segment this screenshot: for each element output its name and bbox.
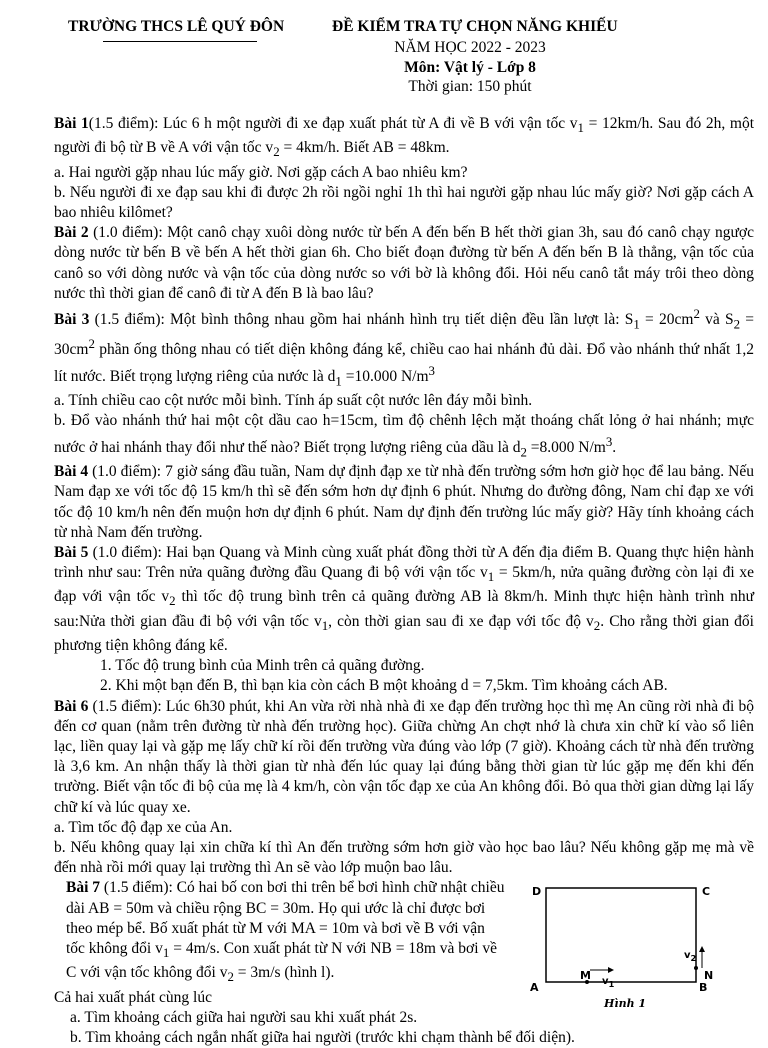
- bai7-text: = 3m/s (hình l).: [233, 964, 335, 982]
- superscript: 2: [88, 336, 95, 352]
- bai7-start-note: Cả hai xuất phát cùng lúc: [54, 988, 212, 1006]
- v1-sub: 1: [608, 979, 615, 990]
- subscript: 1: [487, 569, 495, 585]
- bai7-score: (1.5 điểm: [100, 879, 164, 897]
- bai1-text: Lúc 6 h một người đi xe đạp xuất phát từ A đi về B với vận tốc v: [158, 115, 578, 132]
- pool-figure: [524, 882, 714, 1010]
- bai7-title: Bài 7: [66, 879, 101, 897]
- bai7-text: ): Có hai bố con bơi thi trên bể bơi hình chữ nhật chiều dài AB = 50m và chiều rộng BC = 30m. Họ qui ước là chỉ được bơi theo mép bể. Bố xuất phát từ M với MA = 10m và bơi về B với vận tốc không đổi v: [66, 879, 505, 958]
- bai5: [54, 543, 754, 656]
- bai3-text: .: [612, 438, 617, 456]
- bai5-question-1: 1. Tốc độ trung bình của Minh trên cả quãng đường.: [100, 657, 425, 675]
- subscript: 2: [169, 593, 176, 609]
- bai3-score: (1.5 điểm: [89, 311, 156, 329]
- bai5-text: ): Hai bạn Quang và Minh cùng xuất phát đồng thời từ A đến địa điểm B. Quang thực hiện hành trình như sau: Trên nửa quãng đường đầu Quang đi bộ với vận tốc v: [54, 543, 754, 582]
- subscript: 1: [633, 316, 640, 332]
- bai5-text: , còn thời gian sau đi xe đạp với tốc độ v: [328, 612, 594, 630]
- superscript: 3: [605, 433, 613, 449]
- exam-title: ĐỀ KIỂM TRA TỰ CHỌN NĂNG KHIẾU: [332, 18, 618, 35]
- label-v1: [602, 972, 614, 994]
- label-n: N: [704, 969, 714, 983]
- superscript: 3: [428, 362, 435, 378]
- bai2-score: (1.0 điểm):: [88, 224, 163, 242]
- bai4: [54, 462, 754, 543]
- label-v2: [684, 946, 696, 968]
- bai1-question-b: b. Nếu người đi xe đạp sau khi đi được 2h rồi ngồi nghỉ 1h thì hai người gặp nhau lúc mấy giờ? Nơi gặp cách A bao nhiêu kilômet?: [54, 183, 754, 221]
- bai2-text: Một canô chạy xuôi dòng nước từ bến A đến bến B hết thời gian 3h, sau đó canô chạy ngược dòng nước từ bến B về bến A hết thời gian 6h. Cho biết đoạn đường từ bến A đến bến B là thẳng, vận tốc của canô so với dòng nước và vận tốc của dòng nước so với bờ là không đổi. Hỏi nếu canô tắt máy trôi theo dòng nước thì thời gian để canô đi từ A đến B là bao lâu?: [54, 224, 754, 302]
- bai1-question-a: a. Hai người gặp nhau lúc mấy giờ. Nơi gặp cách A bao nhiêu km?: [54, 163, 468, 181]
- bai7: [54, 878, 506, 987]
- bai6: [54, 697, 754, 818]
- bai3-text: ): Một bình thông nhau gồm hai nhánh hình trụ tiết diện đều lần lượt là: S: [155, 311, 634, 329]
- label-c: C: [702, 885, 711, 899]
- bai6-title: Bài 6: [54, 697, 89, 715]
- bai5-text: thì tốc độ trung bình trên cả quãng đường AB là 8km/h. Minh thực hiện hành trình như sau:Nửa thời gian đầu đi bộ với vận tốc v: [54, 588, 754, 630]
- bai2: [54, 223, 754, 304]
- bai6-score: (1.5 điểm):: [88, 697, 162, 715]
- bai6-question-a: a. Tìm tốc độ đạp xe của An.: [54, 818, 233, 836]
- label-m: M: [580, 969, 591, 983]
- pool-outline: [546, 888, 696, 982]
- bai3-text: b. Đổ vào nhánh thứ hai một cột dầu cao h=15cm, tìm độ chênh lệch mặt thoáng chất lỏng ở hai nhánh; mực nước ở hai nhánh thay đổi như thế nào? Biết trọng lượng riêng của dầu là d: [54, 412, 754, 456]
- bai3-text: và S: [699, 311, 734, 329]
- bai3-text: =8.000 N/m: [526, 438, 606, 456]
- v2-letter: v: [684, 950, 691, 962]
- duration-line: Thời gian: 150 phút: [408, 78, 532, 95]
- subject-line: Môn: Vật lý - Lớp 8: [404, 58, 536, 76]
- bai5-question-2: 2. Khi một bạn đến B, thì bạn kia còn cách B một khoảng d = 7,5km. Tìm khoảng cách AB.: [100, 677, 668, 695]
- v2-arrowhead: [699, 946, 705, 952]
- bai4-title: Bài 4: [54, 463, 89, 481]
- bai1-text: = 4km/h. Biết AB = 48km.: [279, 139, 450, 157]
- subscript: 2: [733, 316, 741, 332]
- bai1-score: (1.5 điểm):: [88, 115, 159, 132]
- v1-letter: v: [602, 976, 609, 988]
- exam-meta: [360, 38, 580, 97]
- subscript: 1: [321, 617, 329, 633]
- school-year: NĂM HỌC 2022 - 2023: [394, 39, 546, 56]
- label-b: B: [699, 981, 708, 995]
- school-name: TRƯỜNG THCS LÊ QUÝ ĐÔN: [68, 18, 285, 35]
- bai1-title: Bài 1: [54, 115, 89, 132]
- superscript: 2: [693, 306, 700, 322]
- bai3-text: phần ống thông nhau có tiết diện không đáng kể, chiều cao hai nhánh đủ dài. Đổ vào nhánh thứ nhất 1,2 lít nước. Biết trọng lượng riêng của nước là d: [54, 341, 754, 385]
- figure-caption: Hình 1: [604, 997, 647, 1011]
- bai3-text: =10.000 N/m: [341, 367, 429, 385]
- school-underline: [103, 41, 257, 42]
- v2-sub: 2: [690, 953, 697, 964]
- bai1-text: = 12km/h. Sau đó 2h, một người đi bộ từ B về A với vận tốc v: [54, 115, 754, 157]
- bai4-text: ): 7 giờ sáng đầu tuần, Nam dự định đạp xe từ nhà đến trường sớm hơn giờ học để lau bảng. Nếu Nam đạp xe với tốc độ 15 km/h thì sẽ đến sớm hơn dự định 6 phút. Nhưng do đường đông, Nam chỉ đạp xe với tốc độ 10 km/h nên đến muộn hơn dự định 6 phút. Nam dự định đến trường lúc mấy giờ? Hãy tính khoảng cách từ nhà Nam đến trường.: [54, 463, 754, 541]
- bai7-question-a: a. Tìm khoảng cách giữa hai người sau khi xuất phát 2s.: [70, 1008, 418, 1026]
- subscript: 2: [593, 617, 601, 633]
- exam-body: [54, 114, 754, 1048]
- bai3-text: = 20cm: [639, 311, 694, 329]
- subscript: 1: [162, 945, 170, 961]
- bai5-text: . Cho rằng thời gian đổi phương tiện không đáng kể.: [54, 612, 754, 655]
- subscript: 2: [273, 144, 280, 160]
- bai5-text: = 5km/h, nửa quãng đường còn lại đi xe đạp với vận tốc v: [54, 564, 754, 606]
- bai7-text: = 4m/s. Con xuất phát từ N với NB = 18m và bơi về C với vận tốc không đổi v: [66, 940, 498, 982]
- bai3-title: Bài 3: [54, 311, 90, 329]
- bai5-title: Bài 5: [54, 543, 89, 561]
- label-a: A: [530, 981, 539, 995]
- bai3-question-a: a. Tính chiều cao cột nước mỗi bình. Tính áp suất cột nước lên đáy mỗi bình.: [54, 392, 533, 410]
- label-d: D: [532, 885, 542, 899]
- subscript: 2: [227, 969, 234, 985]
- bai6-question-b: b. Nếu không quay lại xin chữa kí thì An đến trường sớm hơn giờ vào học bao lâu? Nếu không gặp mẹ mà về đến nhà rồi mới quay lại trường thì An sẽ vào lớp muộn bao lâu.: [54, 839, 754, 877]
- bai5-score: (1.0 điểm: [88, 543, 153, 561]
- bai6-text: Lúc 6h30 phút, khi An vừa rời nhà nhà đi xe đạp đến trường học thì mẹ An cũng rời nhà đi bộ đến cơ quan (nằm trên đường từ nhà đến trường học). Giữa chừng An chợt nhớ là chưa xin chữ kí vào sổ liên lạc, liền quay lại và gặp mẹ lấy chữ kí rồi đến trường vừa đúng vào lớp (7 giờ). Khoảng cách từ nhà đến trường là 3,6 km. An nhận thấy là thời gian từ nhà đến lúc quay lại đúng bằng thời gian từ lúc gặp mẹ đến khi đến trường. Biết vận tốc đi bộ của mẹ là 4 km/h, còn vận tốc đạp xe của An không đổi. Bỏ qua thời gian dừng lại lấy chữ kí và lúc quay xe.: [54, 697, 754, 816]
- bai3-question-b: [54, 411, 754, 462]
- bai7-question-b: b. Tìm khoảng cách ngắn nhất giữa hai người (trước khi chạm thành bể đối diện).: [70, 1029, 575, 1047]
- bai3-text: = 30cm: [54, 311, 755, 359]
- bai7-block: [54, 878, 754, 1048]
- subscript: 1: [335, 373, 342, 389]
- bai2-title: Bài 2: [54, 224, 89, 242]
- subscript: 2: [520, 443, 527, 459]
- bai3-intro: [54, 304, 754, 391]
- bai1-intro: [54, 114, 754, 163]
- exam-header: [0, 18, 768, 100]
- subscript: 1: [577, 120, 584, 136]
- bai4-score: (1.0 điểm: [88, 463, 152, 481]
